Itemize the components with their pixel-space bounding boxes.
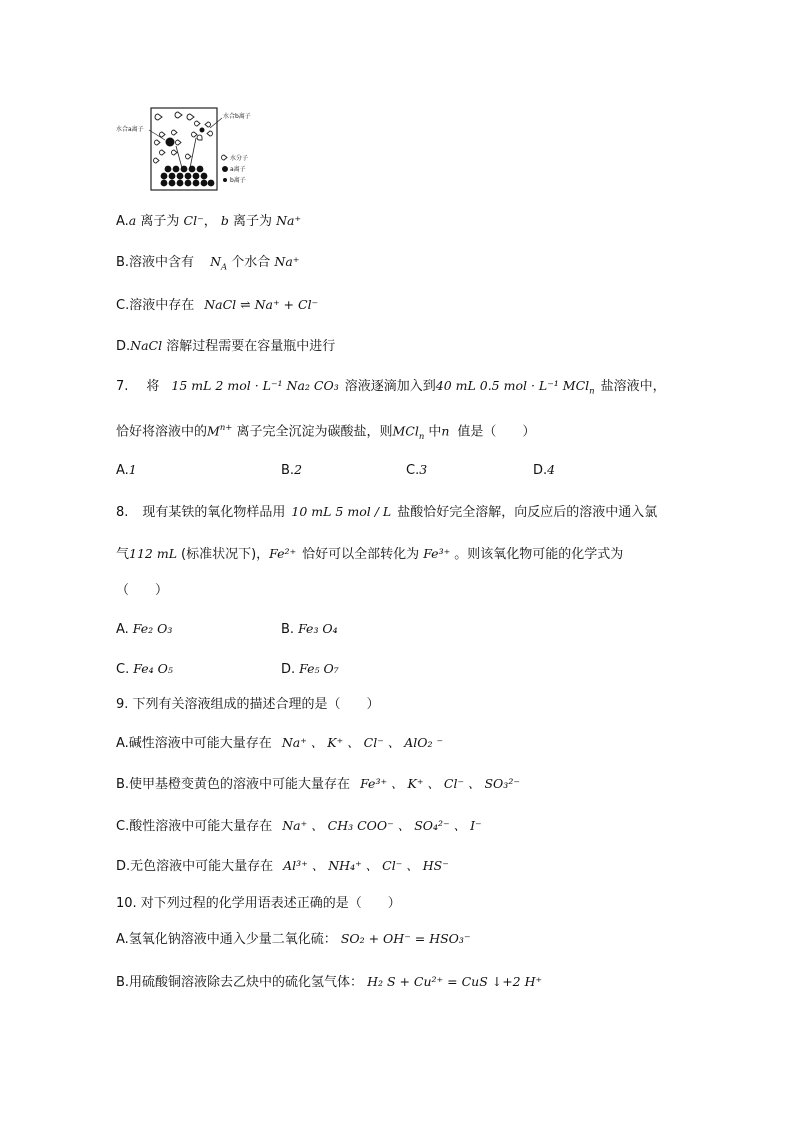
q7-option-b: B.2 [281,462,303,478]
q6-option-c: C.溶液中存在 NaCl ⇌ Na⁺ + Cl⁻ [116,297,319,313]
dissolution-diagram [116,106,276,194]
water-molecule [155,112,194,120]
legend-water-label: 水分子 [230,155,249,162]
q9-option-b: B.使甲基橙变黄色的溶液中可能大量存在 Fe³⁺ 、 K⁺ 、 Cl⁻ 、 SO₃²⁻ [116,776,520,792]
hydrated-b-ion [192,121,213,140]
nacl-crystal [161,166,215,187]
q7-stem-line2: 恰好将溶液中的$M^{n+}$ 离子完全沉淀为碳酸盐，则MCl$_n$ 中n 值是（ ） [116,423,536,442]
q7-option-d: D.4 [533,462,556,478]
q6-option-d: D.NaCl 溶解过程需要在容量瓶中进行 [116,338,336,354]
q9-option-a: A.碱性溶液中可能大量存在 Na⁺ 、 K⁺ 、 Cl⁻ 、 AlO₂ ⁻ [116,735,444,751]
q7-option-a: A.1 [116,462,137,478]
q8-option-d: D. Fe₅ O₇ [281,661,339,677]
label-hydrated-b: 水合b离子 [223,113,251,120]
q9-option-c: C.酸性溶液中可能大量存在 Na⁺ 、 CH₃ COO⁻ 、 SO₄²⁻ 、 I⁻ [116,818,482,834]
q10-option-a: A.氢氧化钠溶液中通入少量二氧化硫： SO₂ + OH⁻ = HSO₃⁻ [116,931,471,947]
q6-option-b: B.溶液中含有 $N_A$ 个水合 Na⁺ [116,254,300,273]
q10-option-b: B.用硫酸铜溶液除去乙炔中的硫化氢气体： H₂ S + Cu²⁺ = CuS ↓+2 H⁺ [116,974,543,990]
q8-stem-line2: 气112 mL (标准状况下)，Fe²⁺ 恰好可以全部转化为 Fe³⁺ 。则该氧化物可能的化学式为 [116,546,624,562]
q9-option-d: D.无色溶液中可能大量存在 Al³⁺ 、 NH₄⁺ 、 Cl⁻ 、 HS⁻ [116,858,449,874]
q8-option-b: B. Fe₃ O₄ [281,621,338,637]
q7-stem-line1: 7. 将 15 mL 2 mol · L⁻¹ Na₂ CO₃ 溶液逐滴加入到40 mL 0.5 mol · L⁻¹ MCl$_n$ 盐溶液中， [116,378,666,397]
label-hydrated-a: 水合a离子 [116,126,144,133]
q8-option-c: C. Fe₄ O₅ [116,661,173,677]
legend-water-icon [222,155,228,160]
q6-option-a: A.a 离子为 Cl⁻， b 离子为 Na⁺ [116,213,302,229]
legend-a-icon [222,166,228,172]
legend-a-label: a离子 [230,166,246,173]
q7-option-c: C.3 [406,462,428,478]
legend-b-icon [223,178,227,182]
beaker-outline [151,108,217,190]
q9-title: 9. 下列有关溶液组成的描述合理的是（ ） [116,697,380,712]
q8-option-a: A. Fe₂ O₃ [116,621,173,637]
q10-title: 10. 对下列过程的化学用语表述正确的是（ ） [116,896,401,911]
q8-answer-bracket: （ ） [116,583,169,598]
legend-b-label: b离子 [230,177,246,184]
q8-stem-line1: 8. 现有某铁的氧化物样品用 10 mL 5 mol / L 盐酸恰好完全溶解，向反应后的溶液中通入氯 [116,504,658,520]
